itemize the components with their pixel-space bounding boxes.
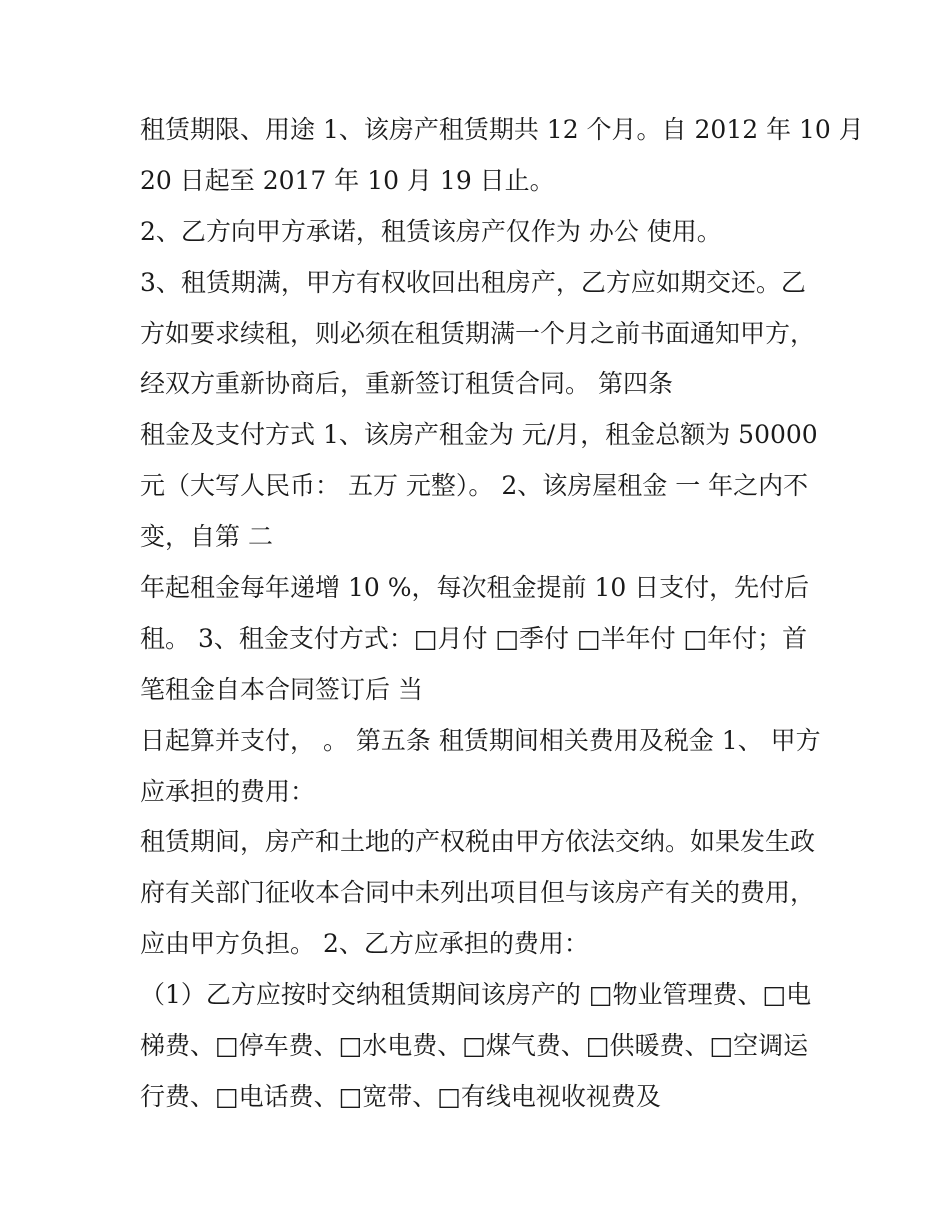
text-line: 经双方重新协商后，重新签订租赁合同。 第四条 <box>140 369 673 399</box>
text-line: 租赁期限、用途 1、该房产租赁期共 12 个月。自 2012 年 10 月 <box>140 115 864 144</box>
text-line: 应由甲方负担。 2、乙方应承担的费用： <box>140 929 589 959</box>
text-line: （1）乙方应按时交纳租赁期间该房产的 □物业管理费、□电 <box>140 980 812 1010</box>
text-line: 租赁期间，房产和土地的产权税由甲方依法交纳。如果发生政 <box>140 827 816 857</box>
text-line: 笔租金自本合同签订后 当 <box>140 674 423 704</box>
contract-text <box>140 109 864 1127</box>
text-line: 租。 3、租金支付方式：□月付 □季付 □半年付 □年付；首 <box>140 623 808 653</box>
text-line: 2、乙方向甲方承诺，租赁该房产仅作为 办公 使用。 <box>140 216 722 246</box>
text-line: 应承担的费用： <box>140 776 316 806</box>
text-line: 20 日起至 2017 年 10 月 19 日止。 <box>140 165 555 195</box>
text-line: 梯费、□停车费、□水电费、□煤气费、□供暖费、□空调运 <box>140 1031 809 1061</box>
text-line: 元（大写人民币： 五万 元整）。 2、该房屋租金 一 年之内不 <box>140 471 809 501</box>
text-line: 3、租赁期满，甲方有权收回出租房产，乙方应如期交还。乙 <box>140 267 806 297</box>
text-line: 租金及支付方式 1、该房产租金为 元/月，租金总额为 50000 <box>140 420 818 450</box>
text-line: 方如要求续租，则必须在租赁期满一个月之前书面通知甲方， <box>140 318 816 348</box>
text-line: 变，自第 二 <box>140 522 273 552</box>
text-line: 日起算并支付， 。 第五条 租赁期间相关费用及税金 1、 甲方 <box>140 725 821 755</box>
text-line: 年起租金每年递增 10 %，每次租金提前 10 日支付，先付后 <box>140 573 810 603</box>
text-line: 府有关部门征收本合同中未列出项目但与该房产有关的费用， <box>140 878 816 908</box>
text-line: 行费、□电话费、□宽带、□有线电视收视费及 <box>140 1081 661 1111</box>
